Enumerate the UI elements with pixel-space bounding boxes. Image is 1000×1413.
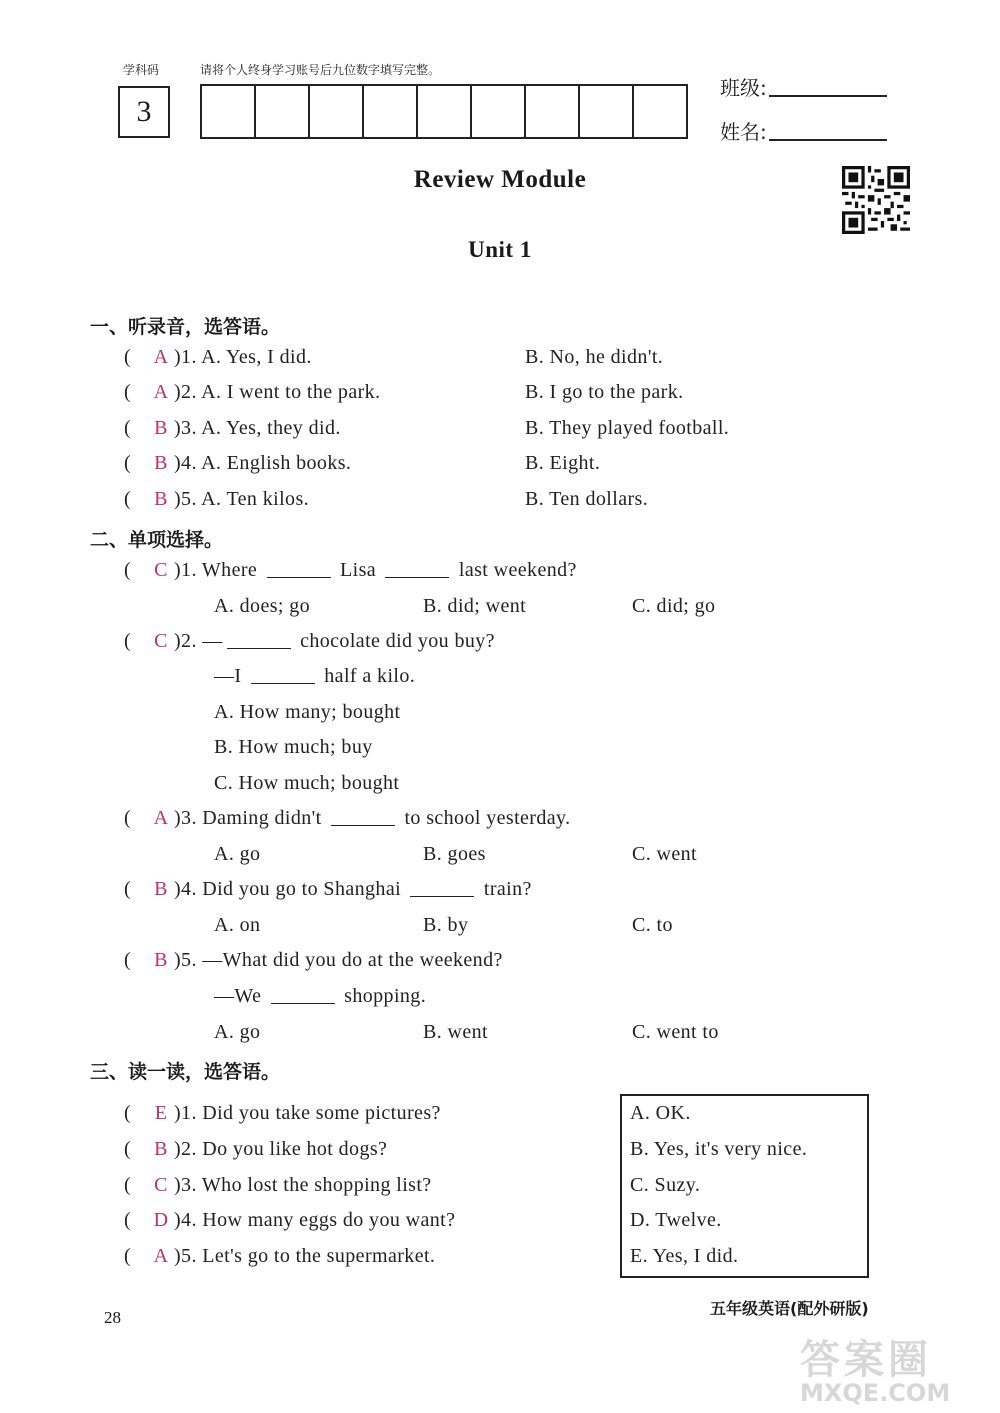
- answer: B: [154, 1138, 168, 1160]
- reply-option: A. OK.: [630, 1102, 691, 1124]
- question-text: —I: [214, 665, 242, 687]
- answer: C: [154, 1174, 168, 1196]
- matching-question: ( E )1. Did you take some pictures?: [124, 1102, 441, 1124]
- matching-question: ( B )2. Do you like hot dogs?: [124, 1138, 388, 1160]
- answer-blank[interactable]: [410, 895, 474, 897]
- question-text: )4. How many eggs do you want?: [174, 1209, 456, 1231]
- listening-question: ( A )2. A. I went to the park.: [124, 381, 381, 403]
- book-title: 五年级英语(配外研版): [710, 1299, 869, 1318]
- option-a: )2. A. I went to the park.: [174, 381, 381, 403]
- option-b: B. How much; buy: [214, 736, 373, 758]
- reply-option: C. Suzy.: [630, 1174, 701, 1196]
- reply-option: B. Yes, it's very nice.: [630, 1138, 808, 1160]
- question-text: )5. —What did you do at the weekend?: [174, 949, 503, 971]
- question-text: train?: [483, 878, 532, 900]
- answer: A: [153, 1245, 169, 1267]
- question-text: )5. Let's go to the supermarket.: [174, 1245, 436, 1267]
- option-a: )3. A. Yes, they did.: [174, 417, 341, 439]
- option-b: B. Eight.: [525, 452, 601, 474]
- watermark-logo: [800, 1328, 995, 1408]
- option-a: A. on: [214, 914, 261, 936]
- question-text: )4. Did you go to Shanghai: [174, 878, 402, 900]
- answer: B: [154, 417, 168, 439]
- question-text: last weekend?: [458, 559, 577, 581]
- option-b: B. goes: [423, 843, 486, 865]
- option-a: )4. A. English books.: [174, 452, 352, 474]
- digit-cell[interactable]: [364, 86, 418, 137]
- account-instruction: 请将个人终身学习账号后九位数字填写完整。: [200, 63, 441, 77]
- question-text: )2. Do you like hot dogs?: [174, 1138, 388, 1160]
- choice-question-5: ( B )5. —What did you do at the weekend?: [124, 949, 503, 971]
- option-a: )1. A. Yes, I did.: [174, 346, 312, 368]
- answer: D: [153, 1209, 169, 1231]
- answer-blank[interactable]: [271, 1002, 335, 1004]
- digit-cell[interactable]: [526, 86, 580, 137]
- option-a: A. does; go: [214, 595, 311, 617]
- page-title: Review Module: [413, 166, 587, 193]
- option-c: C. to: [632, 914, 673, 936]
- answer: B: [154, 878, 168, 900]
- qr-code-icon[interactable]: [842, 166, 910, 234]
- question-text: to school yesterday.: [404, 807, 571, 829]
- watermark-text: 答案圈: [800, 1337, 932, 1383]
- option-b: B. No, he didn't.: [525, 346, 664, 368]
- listening-question: ( B )3. A. Yes, they did.: [124, 417, 341, 439]
- section2-heading: 二、单项选择。: [90, 529, 224, 551]
- question-text: )3. Daming didn't: [174, 807, 322, 829]
- matching-question: ( D )4. How many eggs do you want?: [124, 1209, 456, 1231]
- section1-heading: 一、听录音，选答语。: [90, 316, 281, 338]
- option-c: C. went to: [632, 1021, 719, 1043]
- question-text: )3. Who lost the shopping list?: [174, 1174, 432, 1196]
- digit-cell[interactable]: [634, 86, 686, 137]
- option-a: A. How many; bought: [214, 701, 401, 723]
- answer-blank[interactable]: [385, 576, 449, 578]
- choice-question-3: ( A )3. Daming didn't to school yesterday.: [124, 807, 571, 829]
- listening-question: ( B )5. A. Ten kilos.: [124, 488, 310, 510]
- option-b: B. did; went: [423, 595, 527, 617]
- answer-blank[interactable]: [251, 682, 315, 684]
- answer-blank[interactable]: [331, 824, 395, 826]
- name-line[interactable]: [769, 138, 887, 141]
- answer: C: [154, 630, 168, 652]
- name-field[interactable]: [720, 116, 887, 145]
- watermark-url: MXQE.COM: [800, 1379, 951, 1407]
- matching-question: ( C )3. Who lost the shopping list?: [124, 1174, 432, 1196]
- question-text: )1. Did you take some pictures?: [174, 1102, 441, 1124]
- unit-title: Unit 1: [468, 237, 532, 262]
- answer: B: [154, 949, 168, 971]
- question-text: )1. Where: [174, 559, 258, 581]
- question-text: )2. —: [174, 630, 223, 652]
- choice-question-2: ( C )2. — chocolate did you buy?: [124, 630, 495, 652]
- option-a: )5. A. Ten kilos.: [174, 488, 310, 510]
- listening-question: ( A )1. A. Yes, I did.: [124, 346, 312, 368]
- listening-question: ( B )4. A. English books.: [124, 452, 352, 474]
- subject-code-label: 学科码: [123, 63, 160, 77]
- digit-cell[interactable]: [310, 86, 364, 137]
- digit-cell[interactable]: [580, 86, 634, 137]
- answer-blank[interactable]: [267, 576, 331, 578]
- name-label: 姓名:: [720, 120, 767, 144]
- option-b: B. They played football.: [525, 417, 730, 439]
- answer: A: [153, 346, 169, 368]
- subject-code-box: 3: [118, 86, 170, 138]
- digit-cell[interactable]: [418, 86, 472, 137]
- option-a: A. go: [214, 1021, 261, 1043]
- page-number: 28: [104, 1308, 121, 1327]
- choice-question-1: ( C )1. Where Lisa last weekend?: [124, 559, 577, 581]
- option-c: C. did; go: [632, 595, 716, 617]
- reply-option: D. Twelve.: [630, 1209, 722, 1231]
- question-text: chocolate did you buy?: [300, 630, 495, 652]
- question-text: Lisa: [340, 559, 377, 581]
- option-c: C. went: [632, 843, 698, 865]
- class-label: 班级:: [720, 76, 767, 100]
- digit-cell[interactable]: [472, 86, 526, 137]
- section3-heading: 三、读一读，选答语。: [90, 1061, 281, 1083]
- answer: C: [154, 559, 168, 581]
- question-text: shopping.: [344, 985, 427, 1007]
- option-b: B. by: [423, 914, 469, 936]
- question-line: [214, 985, 426, 1008]
- answer: B: [154, 452, 168, 474]
- option-a: A. go: [214, 843, 261, 865]
- option-b: B. went: [423, 1021, 489, 1043]
- question-line: [214, 665, 415, 688]
- matching-question: ( A )5. Let's go to the supermarket.: [124, 1245, 436, 1267]
- answer: E: [154, 1102, 168, 1124]
- digit-cell[interactable]: [202, 86, 256, 137]
- option-b: B. I go to the park.: [525, 381, 684, 403]
- option-b: B. Ten dollars.: [525, 488, 649, 510]
- choice-question-4: ( B )4. Did you go to Shanghai train?: [124, 878, 532, 900]
- answer: A: [153, 381, 169, 403]
- answer: A: [153, 807, 169, 829]
- reply-option: E. Yes, I did.: [630, 1245, 739, 1267]
- class-field[interactable]: [720, 72, 887, 101]
- question-text: —We: [214, 985, 262, 1007]
- account-digit-boxes[interactable]: [200, 84, 688, 139]
- class-line[interactable]: [769, 94, 887, 97]
- answer-blank[interactable]: [227, 647, 291, 649]
- option-c: C. How much; bought: [214, 772, 400, 794]
- answer: B: [154, 488, 168, 510]
- digit-cell[interactable]: [256, 86, 310, 137]
- question-text: half a kilo.: [324, 665, 416, 687]
